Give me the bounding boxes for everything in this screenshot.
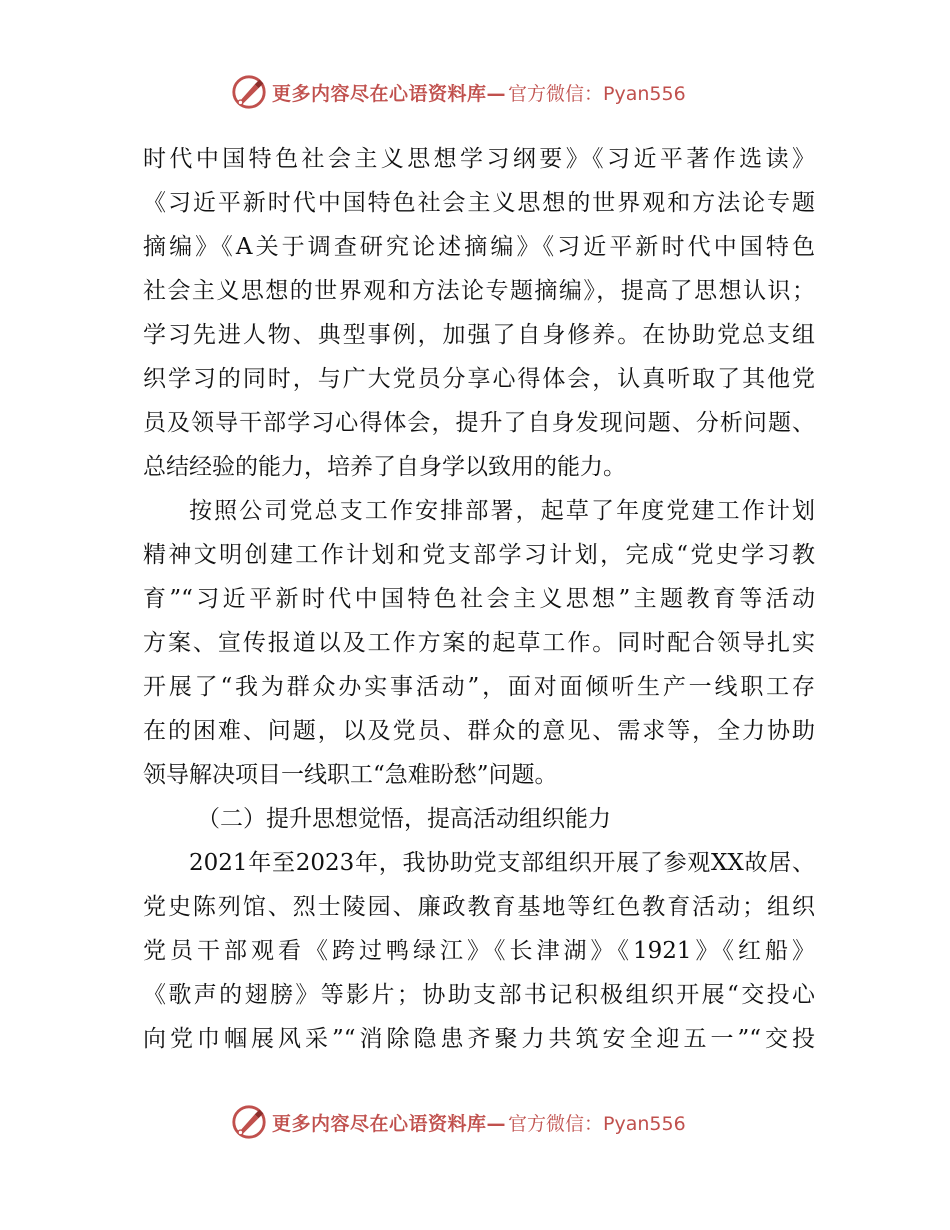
- paragraph-line: 时代中国特色社会主义思想学习纲要》《习近平著作选读》: [143, 146, 815, 172]
- pen-nib-logo-icon: [230, 73, 268, 111]
- paragraph-line: 领导解决项目一线职工“急难盼愁”问题。: [143, 762, 558, 788]
- paragraph-line: 摘编》《A关于调查研究论述摘编》《习近平新时代中国特色: [143, 234, 815, 260]
- paragraph-line: 育”“习近平新时代中国特色社会主义思想”主题教育等活动: [143, 586, 815, 612]
- paragraph-line: 总结经验的能力，培养了自身学以致用的能力。: [143, 454, 626, 480]
- paragraph-line: 向党巾帼展风采”“消除隐患齐聚力共筑安全迎五一”“交投: [143, 1026, 815, 1052]
- paragraph-line: 按照公司党总支工作安排部署，起草了年度党建工作计划: [189, 498, 815, 524]
- pen-nib-logo-icon: [230, 1103, 268, 1141]
- paragraph-line: 员及领导干部学习心得体会，提升了自身发现问题、分析问题、: [143, 410, 815, 436]
- paragraph-line: 《歌声的翅膀》等影片；协助支部书记积极组织开展“交投心: [143, 982, 815, 1008]
- paragraph-line: 《习近平新时代中国特色社会主义思想的世界观和方法论专题: [143, 190, 815, 216]
- paragraph-line: 党史陈列馆、烈士陵园、廉政教育基地等红色教育活动；组织: [143, 894, 815, 920]
- document-body: [143, 137, 815, 1061]
- paragraph-line: 在的困难、问题，以及党员、群众的意见、需求等，全力协助: [143, 718, 815, 744]
- paragraph-line: 开展了“我为群众办实事活动”，面对面倾听生产一线职工存: [143, 674, 815, 700]
- paragraph-line: 学习先进人物、典型事例，加强了自身修养。在协助党总支组: [143, 322, 815, 348]
- paragraph-line: 织学习的同时，与广大党员分享心得体会，认真听取了其他党: [143, 366, 815, 392]
- watermark-text: 更多内容尽在心语资料库—: [272, 82, 507, 105]
- watermark-wechat: 官方微信：Pyan556: [508, 82, 686, 105]
- paragraph-line: 2021年至2023年，我协助党支部组织开展了参观XX故居、: [189, 850, 815, 876]
- section-heading: （二）提升思想觉悟，提高活动组织能力: [197, 806, 611, 832]
- watermark-text: 更多内容尽在心语资料库—: [272, 1112, 507, 1135]
- paragraph-line: 方案、宣传报道以及工作方案的起草工作。同时配合领导扎实: [143, 630, 815, 656]
- paragraph-line: 社会主义思想的世界观和方法论专题摘编》，提高了思想认识；: [143, 278, 815, 304]
- paragraph-line: 精神文明创建工作计划和党支部学习计划，完成“党史学习教: [143, 542, 815, 568]
- paragraph-line: 党员干部观看《跨过鸭绿江》《长津湖》《1921》《红船》: [143, 938, 815, 964]
- watermark-header: [230, 72, 686, 112]
- watermark-wechat: 官方微信：Pyan556: [508, 1112, 686, 1135]
- watermark-footer: [230, 1102, 686, 1142]
